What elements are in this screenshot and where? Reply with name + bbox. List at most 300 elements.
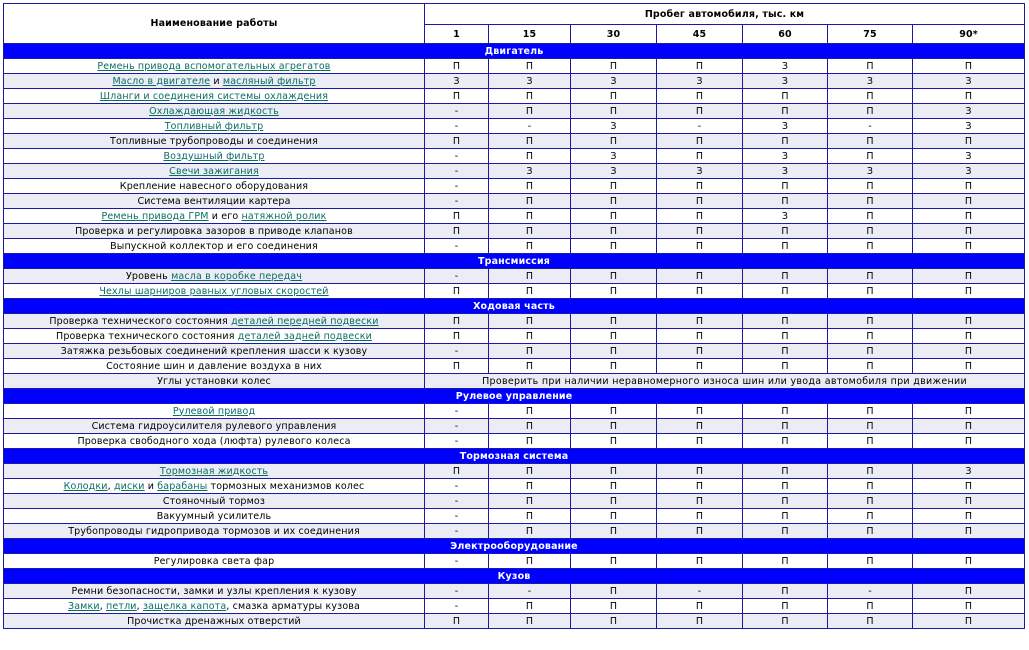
interval-value-cell: П (913, 584, 1025, 599)
section-header-row (4, 44, 1025, 59)
interval-value-cell: П (489, 194, 571, 209)
work-text: , (99, 600, 107, 612)
work-name-cell (4, 329, 425, 344)
interval-value-cell: П (657, 209, 743, 224)
table-row (4, 599, 1025, 614)
table-row (4, 509, 1025, 524)
work-name-cell (4, 584, 425, 599)
work-name-cell (4, 59, 425, 74)
interval-value-cell: - (425, 194, 489, 209)
interval-value-cell: - (657, 119, 743, 134)
interval-value-cell: П (913, 209, 1025, 224)
work-text: Регулировка света фар (153, 555, 275, 567)
interval-value-cell: П (657, 419, 743, 434)
interval-value-cell: П (828, 509, 913, 524)
interval-value-cell: П (489, 434, 571, 449)
table-row (4, 74, 1025, 89)
table-row (4, 239, 1025, 254)
table-row (4, 119, 1025, 134)
interval-value-cell: П (743, 359, 828, 374)
interval-value-cell: П (489, 209, 571, 224)
interval-value-cell: П (489, 224, 571, 239)
interval-value-cell: - (828, 119, 913, 134)
table-row (4, 434, 1025, 449)
work-link[interactable]: Масло в двигателе (112, 75, 211, 87)
section-title: Тормозная система (4, 449, 1025, 464)
interval-value-cell: П (489, 524, 571, 539)
interval-value-cell: П (828, 404, 913, 419)
interval-value-cell: П (913, 404, 1025, 419)
interval-value-cell: - (425, 149, 489, 164)
interval-value-cell: П (913, 89, 1025, 104)
interval-value-cell: П (657, 284, 743, 299)
interval-value-cell: - (425, 494, 489, 509)
interval-value-cell: П (657, 89, 743, 104)
work-link[interactable]: защелка капота (142, 600, 227, 612)
interval-value-cell: П (828, 464, 913, 479)
interval-value-cell: П (743, 494, 828, 509)
interval-value-cell: П (571, 614, 657, 629)
interval-value-cell: З (913, 104, 1025, 119)
interval-value-cell: П (913, 134, 1025, 149)
interval-value-cell: - (425, 599, 489, 614)
interval-value-cell: - (425, 554, 489, 569)
section-title: Электрооборудование (4, 539, 1025, 554)
interval-value-cell: П (828, 59, 913, 74)
work-text: и его (208, 210, 242, 222)
work-text: Проверка технического состояния (49, 315, 232, 327)
table-row (4, 284, 1025, 299)
work-link[interactable]: масляный фильтр (222, 75, 316, 87)
interval-value-cell: П (571, 584, 657, 599)
work-text: Система вентиляции картера (137, 195, 291, 207)
interval-value-cell: П (913, 599, 1025, 614)
work-name-cell (4, 524, 425, 539)
interval-value-cell: - (425, 584, 489, 599)
interval-value-cell: П (913, 314, 1025, 329)
work-name-cell (4, 554, 425, 569)
interval-value-cell: П (425, 614, 489, 629)
interval-value-cell: З (743, 119, 828, 134)
header-row-group (4, 4, 1025, 25)
work-name-cell (4, 104, 425, 119)
interval-value-cell: П (657, 344, 743, 359)
work-name-cell (4, 239, 425, 254)
work-text: , (107, 480, 114, 492)
interval-value-cell: П (657, 479, 743, 494)
table-row (4, 314, 1025, 329)
work-link[interactable]: Ремень привода ГРМ (101, 210, 209, 222)
work-text: Проверка и регулировка зазоров в приводе клапанов (75, 225, 353, 237)
interval-value-cell: З (828, 74, 913, 89)
interval-value-cell: П (425, 329, 489, 344)
interval-value-cell: П (571, 104, 657, 119)
interval-value-cell: П (828, 149, 913, 164)
interval-value-cell: П (743, 284, 828, 299)
interval-value-cell: П (489, 494, 571, 509)
work-name-cell (4, 224, 425, 239)
interval-value-cell: П (489, 89, 571, 104)
section-header-row (4, 539, 1025, 554)
work-text: Стояночный тормоз (162, 495, 266, 507)
column-header-mileage-group: Пробег автомобиля, тыс. км (425, 4, 1025, 25)
interval-value-cell: П (828, 359, 913, 374)
interval-value-cell: П (425, 224, 489, 239)
table-row (4, 209, 1025, 224)
interval-value-cell: П (743, 524, 828, 539)
interval-value-cell: З (657, 164, 743, 179)
table-row (4, 329, 1025, 344)
work-name-cell (4, 89, 425, 104)
interval-value-cell: П (571, 464, 657, 479)
work-link[interactable]: петли (106, 600, 137, 612)
interval-value-cell: П (828, 209, 913, 224)
interval-value-cell: П (913, 269, 1025, 284)
interval-value-cell: П (571, 419, 657, 434)
interval-value-cell: П (828, 89, 913, 104)
interval-value-cell: П (571, 89, 657, 104)
interval-value-cell: П (743, 104, 828, 119)
interval-value-cell: З (743, 209, 828, 224)
table-row (4, 224, 1025, 239)
work-link[interactable]: Свечи зажигания (169, 165, 259, 177)
work-name-cell (4, 374, 425, 389)
work-name-cell (4, 164, 425, 179)
interval-value-cell: П (657, 269, 743, 284)
interval-value-cell: П (425, 59, 489, 74)
table-row (4, 134, 1025, 149)
work-name-cell (4, 119, 425, 134)
interval-value-cell: П (828, 419, 913, 434)
table-row (4, 344, 1025, 359)
work-link[interactable]: Шланги и соединения системы охлаждения (99, 90, 329, 102)
interval-value-cell: П (913, 239, 1025, 254)
interval-value-cell: - (425, 479, 489, 494)
interval-value-cell: З (489, 164, 571, 179)
column-header-mileage: 1 (425, 25, 489, 44)
interval-value-cell: П (425, 134, 489, 149)
interval-value-cell: З (571, 74, 657, 89)
interval-value-cell: П (489, 239, 571, 254)
work-text: Проверка свободного хода (люфта) рулевого колеса (77, 435, 351, 447)
table-row (4, 374, 1025, 389)
interval-value-cell: П (743, 314, 828, 329)
interval-value-cell: П (913, 194, 1025, 209)
interval-value-cell: П (571, 59, 657, 74)
interval-value-cell: П (571, 509, 657, 524)
work-name-cell (4, 479, 425, 494)
work-link[interactable]: Тормозная жидкость (159, 465, 269, 477)
interval-value-cell: П (743, 614, 828, 629)
section-title: Двигатель (4, 44, 1025, 59)
maintenance-table (3, 3, 1025, 629)
work-name-cell (4, 359, 425, 374)
interval-value-cell: П (743, 224, 828, 239)
interval-value-cell: П (828, 314, 913, 329)
work-name-cell (4, 509, 425, 524)
interval-value-cell: П (425, 209, 489, 224)
interval-value-cell: П (571, 209, 657, 224)
interval-value-cell: П (828, 479, 913, 494)
work-link[interactable]: барабаны (157, 480, 208, 492)
interval-value-cell: П (571, 224, 657, 239)
interval-value-cell: П (828, 434, 913, 449)
interval-value-cell: П (828, 224, 913, 239)
interval-value-cell: - (425, 404, 489, 419)
work-link[interactable]: Колодки (63, 480, 108, 492)
work-text: Крепление навесного оборудования (119, 180, 309, 192)
interval-value-cell: П (913, 554, 1025, 569)
interval-value-cell: П (913, 179, 1025, 194)
section-title: Кузов (4, 569, 1025, 584)
interval-value-cell: П (657, 614, 743, 629)
table-row (4, 179, 1025, 194)
work-link[interactable]: Воздушный фильтр (163, 150, 265, 162)
interval-value-cell: П (828, 104, 913, 119)
interval-value-cell: П (743, 269, 828, 284)
interval-value-cell: П (657, 134, 743, 149)
interval-value-cell: П (913, 509, 1025, 524)
work-text: Затяжка резьбовых соединений крепления шасси к кузову (60, 345, 368, 357)
table-row (4, 464, 1025, 479)
table-row (4, 269, 1025, 284)
work-text: , (136, 600, 143, 612)
interval-value-cell: П (743, 344, 828, 359)
interval-value-cell: П (913, 419, 1025, 434)
interval-value-cell: П (571, 479, 657, 494)
interval-value-cell: - (489, 119, 571, 134)
interval-value-cell: П (571, 314, 657, 329)
interval-value-cell: П (657, 509, 743, 524)
interval-value-cell: П (743, 584, 828, 599)
column-header-mileage: 45 (657, 25, 743, 44)
interval-value-cell: П (571, 239, 657, 254)
interval-value-cell: З (425, 74, 489, 89)
interval-value-cell: П (743, 434, 828, 449)
interval-value-cell: П (489, 269, 571, 284)
interval-value-cell: П (571, 599, 657, 614)
interval-value-cell: З (743, 149, 828, 164)
column-header-mileage: 75 (828, 25, 913, 44)
work-text: Топливные трубопроводы и соединения (110, 135, 318, 147)
column-header-mileage: 30 (571, 25, 657, 44)
interval-value-cell: П (425, 314, 489, 329)
interval-value-cell: П (489, 314, 571, 329)
table-row (4, 554, 1025, 569)
interval-value-cell: П (913, 284, 1025, 299)
interval-value-cell: П (828, 134, 913, 149)
interval-value-cell: З (571, 164, 657, 179)
interval-value-cell: З (743, 164, 828, 179)
interval-value-cell: З (828, 164, 913, 179)
interval-value-cell: П (657, 239, 743, 254)
interval-value-cell: - (425, 269, 489, 284)
interval-value-cell: З (743, 59, 828, 74)
interval-value-cell: П (828, 524, 913, 539)
interval-value-cell: П (828, 344, 913, 359)
interval-value-cell: П (828, 284, 913, 299)
interval-value-cell: П (657, 104, 743, 119)
interval-value-cell: - (425, 509, 489, 524)
work-name-cell (4, 344, 425, 359)
work-link[interactable]: Чехлы шарниров равных угловых скоростей (99, 285, 329, 297)
work-link[interactable]: Топливный фильтр (164, 120, 264, 132)
table-row (4, 89, 1025, 104)
work-link[interactable]: натяжной ролик (241, 210, 327, 222)
table-row (4, 359, 1025, 374)
interval-value-cell: П (828, 269, 913, 284)
interval-value-cell: П (571, 194, 657, 209)
interval-value-cell: П (489, 464, 571, 479)
work-text: Проверка технического состояния (56, 330, 238, 342)
interval-value-cell: П (828, 599, 913, 614)
interval-value-cell: П (657, 554, 743, 569)
work-link[interactable]: масла в коробке передач (171, 270, 303, 282)
work-link[interactable]: деталей передней подвески (231, 315, 379, 327)
interval-value-cell: П (571, 344, 657, 359)
interval-value-cell: П (657, 434, 743, 449)
work-name-cell (4, 209, 425, 224)
interval-value-cell: П (657, 194, 743, 209)
section-title: Ходовая часть (4, 299, 1025, 314)
column-header-name: Наименование работы (4, 4, 425, 44)
interval-value-cell: П (489, 404, 571, 419)
interval-value-cell: П (571, 179, 657, 194)
interval-value-cell: П (489, 479, 571, 494)
interval-value-cell: - (425, 344, 489, 359)
inspection-note: Проверить при наличии неравномерного износа шин или увода автомобиля при движении (425, 374, 1025, 389)
interval-value-cell: - (828, 584, 913, 599)
interval-value-cell: П (657, 599, 743, 614)
work-link[interactable]: Охлаждающая жидкость (149, 105, 279, 117)
table-row (4, 584, 1025, 599)
interval-value-cell: П (913, 434, 1025, 449)
interval-value-cell: П (657, 494, 743, 509)
section-title: Рулевое управление (4, 389, 1025, 404)
interval-value-cell: П (743, 329, 828, 344)
interval-value-cell: П (743, 179, 828, 194)
table-row (4, 524, 1025, 539)
interval-value-cell: З (913, 119, 1025, 134)
interval-value-cell: З (913, 74, 1025, 89)
work-name-cell (4, 404, 425, 419)
work-name-cell (4, 494, 425, 509)
work-text: тормозных механизмов колес (207, 480, 365, 492)
work-name-cell (4, 464, 425, 479)
interval-value-cell: П (828, 554, 913, 569)
interval-value-cell: П (913, 224, 1025, 239)
interval-value-cell: П (489, 329, 571, 344)
interval-value-cell: - (425, 179, 489, 194)
work-text: Состояние шин и давление воздуха в них (106, 360, 322, 372)
interval-value-cell: П (571, 329, 657, 344)
section-header-row (4, 299, 1025, 314)
interval-value-cell: П (913, 614, 1025, 629)
table-row (4, 494, 1025, 509)
interval-value-cell: П (743, 554, 828, 569)
table-row (4, 404, 1025, 419)
interval-value-cell: - (425, 419, 489, 434)
interval-value-cell: П (425, 464, 489, 479)
interval-value-cell: З (657, 74, 743, 89)
interval-value-cell: П (571, 434, 657, 449)
interval-value-cell: П (657, 404, 743, 419)
work-link[interactable]: деталей задней подвески (237, 330, 372, 342)
work-link[interactable]: Ремень привода вспомогательных агрегатов (97, 60, 331, 72)
interval-value-cell: П (571, 494, 657, 509)
interval-value-cell: П (743, 239, 828, 254)
interval-value-cell: - (489, 584, 571, 599)
interval-value-cell: П (743, 479, 828, 494)
section-header-row (4, 254, 1025, 269)
interval-value-cell: П (571, 554, 657, 569)
interval-value-cell: П (828, 179, 913, 194)
work-link[interactable]: диски (113, 480, 145, 492)
work-name-cell (4, 284, 425, 299)
interval-value-cell: П (489, 599, 571, 614)
interval-value-cell: П (913, 359, 1025, 374)
interval-value-cell: З (571, 119, 657, 134)
interval-value-cell: П (489, 59, 571, 74)
interval-value-cell: П (913, 329, 1025, 344)
interval-value-cell: - (425, 104, 489, 119)
interval-value-cell: З (913, 164, 1025, 179)
table-row (4, 419, 1025, 434)
interval-value-cell: - (657, 584, 743, 599)
interval-value-cell: П (657, 464, 743, 479)
interval-value-cell: П (489, 344, 571, 359)
work-text: и (144, 480, 158, 492)
interval-value-cell: П (743, 419, 828, 434)
work-name-cell (4, 614, 425, 629)
interval-value-cell: П (571, 269, 657, 284)
interval-value-cell: П (571, 524, 657, 539)
work-link[interactable]: Замки (67, 600, 100, 612)
interval-value-cell: П (657, 359, 743, 374)
interval-value-cell: П (489, 359, 571, 374)
interval-value-cell: П (743, 404, 828, 419)
column-header-mileage: 90* (913, 25, 1025, 44)
work-text: Ремни безопасности, замки и узлы крепления к кузову (71, 585, 357, 597)
interval-value-cell: П (743, 599, 828, 614)
interval-value-cell: П (489, 419, 571, 434)
interval-value-cell: П (425, 89, 489, 104)
interval-value-cell: П (657, 179, 743, 194)
interval-value-cell: П (571, 404, 657, 419)
section-title: Трансмиссия (4, 254, 1025, 269)
work-name-cell (4, 134, 425, 149)
table-row (4, 194, 1025, 209)
interval-value-cell: П (657, 329, 743, 344)
work-link[interactable]: Рулевой привод (172, 405, 256, 417)
work-name-cell (4, 269, 425, 284)
interval-value-cell: П (913, 494, 1025, 509)
interval-value-cell: П (657, 524, 743, 539)
table-row (4, 164, 1025, 179)
interval-value-cell: П (489, 149, 571, 164)
interval-value-cell: П (571, 284, 657, 299)
interval-value-cell: П (913, 479, 1025, 494)
interval-value-cell: П (489, 104, 571, 119)
work-text: Прочистка дренажных отверстий (127, 615, 301, 627)
interval-value-cell: З (743, 74, 828, 89)
interval-value-cell: П (657, 314, 743, 329)
interval-value-cell: П (425, 359, 489, 374)
interval-value-cell: П (743, 509, 828, 524)
interval-value-cell: П (657, 59, 743, 74)
interval-value-cell: П (489, 134, 571, 149)
interval-value-cell: П (828, 494, 913, 509)
